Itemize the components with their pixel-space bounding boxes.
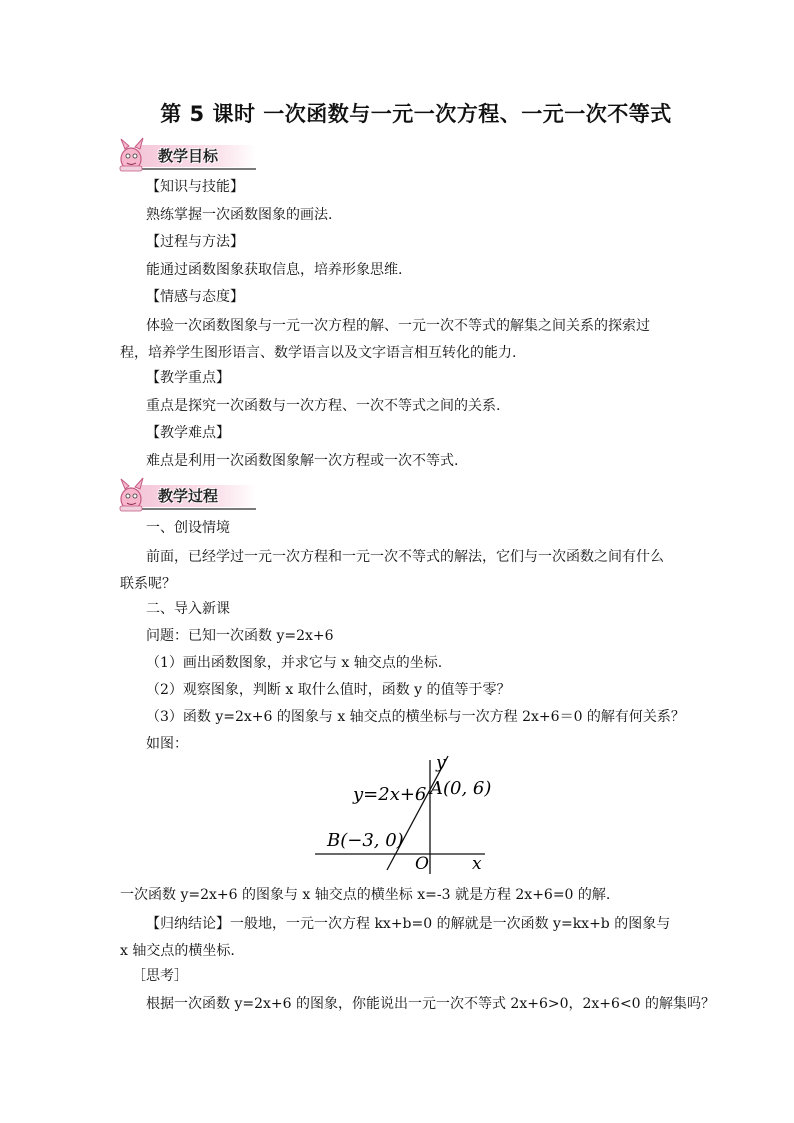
origin-label: O	[415, 854, 429, 874]
think-text: 根据一次函数 y=2x+6 的图象，你能说出一元一次不等式 2x+6>0，2x+6<0 的解集吗？	[146, 996, 716, 1012]
page-title: 第 5 课时 一次函数与一元一次方程、一元一次不等式	[160, 102, 672, 126]
process-text: 能通过函数图象获取信息，培养形象思维.	[146, 262, 403, 278]
step-2-heading: 二、导入新课	[146, 601, 230, 617]
mascot-icon	[116, 136, 150, 172]
function-line	[387, 756, 448, 870]
question-1: （1）画出函数图象，并求它与 x 轴交点的坐标.	[146, 655, 443, 671]
difficult-text: 难点是利用一次函数图象解一次方程或一次不等式.	[146, 453, 459, 469]
step-1-text: 前面，已经学过一元一次方程和一元一次不等式的解法，它们与一次函数之间有什么联系呢？	[120, 549, 664, 592]
question-2: （2）观察图象，判断 x 取什么值时，函数 y 的值等于零？	[146, 682, 511, 698]
section-title-objectives: 教学目标	[158, 147, 219, 165]
key-text: 重点是探究一次函数与一次方程、一次不等式之间的关系.	[146, 398, 501, 414]
emotion-text: 体验一次函数图象与一元一次方程的解、一元一次不等式的解集之间关系的探索过程，培养学生图形语言、数学语言以及文字语言相互转化的能力.	[120, 318, 650, 361]
think-label: ［思考］	[132, 968, 188, 984]
line-label: y=2x+6	[353, 784, 427, 805]
difficult-heading: 【教学难点】	[146, 425, 230, 441]
section-header-objectives	[116, 136, 242, 172]
emotion-heading: 【情感与态度】	[146, 289, 244, 305]
knowledge-heading: 【知识与技能】	[146, 179, 244, 195]
knowledge-text: 熟练掌握一次函数图象的画法.	[146, 207, 333, 223]
function-graph	[315, 752, 510, 877]
key-heading: 【教学重点】	[146, 370, 230, 386]
conclusion-text: 【归纳结论】一般地，一元一次方程 kx+b=0 的解就是一次函数 y=kx+b 的图象与 x 轴交点的横坐标.	[120, 916, 671, 959]
step-1-heading: 一、创设情境	[146, 520, 230, 536]
question-text: 问题：已知一次函数 y=2x+6	[146, 628, 334, 644]
section-title-process: 教学过程	[158, 487, 219, 505]
after-figure-text: 一次函数 y=2x+6 的图象与 x 轴交点的横坐标 x=-3 就是方程 2x+6=0 的解.	[120, 887, 611, 903]
x-axis-label: x	[472, 854, 482, 874]
y-axis-label: y	[436, 753, 446, 773]
question-3: （3）函数 y=2x+6 的图象与 x 轴交点的横坐标与一次方程 2x+6＝0 的解有何关系？	[146, 709, 685, 725]
figure-intro: 如图：	[146, 736, 188, 752]
process-heading: 【过程与方法】	[146, 234, 244, 250]
section-header-process	[116, 476, 242, 512]
point-b-label: B(−3, 0)	[327, 830, 404, 851]
mascot-icon	[116, 476, 150, 512]
point-a-label: A(0, 6)	[430, 778, 492, 799]
